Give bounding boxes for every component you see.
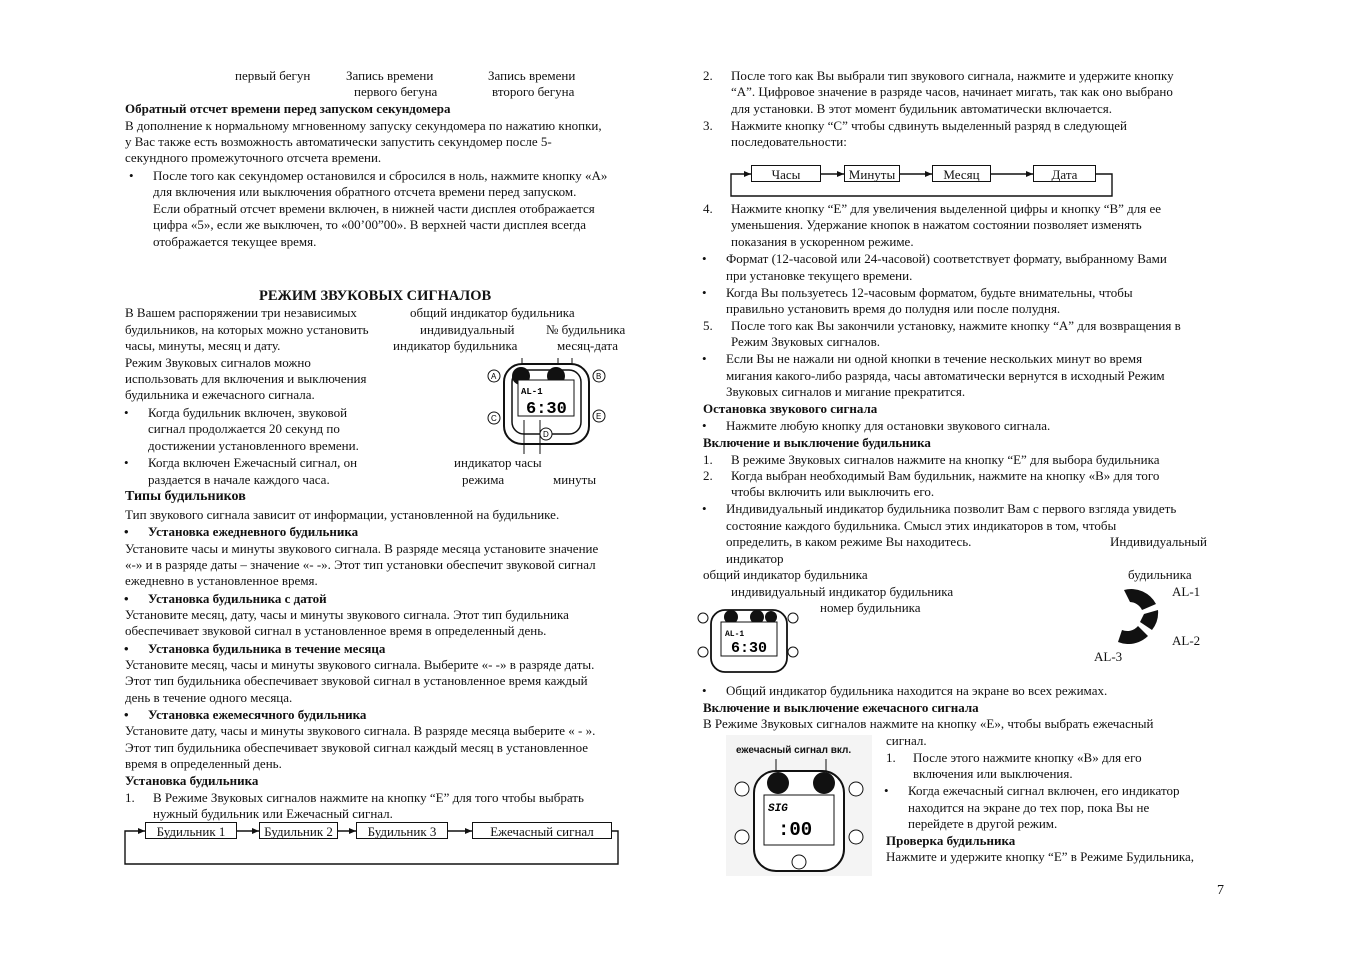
label-record2b: второго бегуна: [492, 84, 575, 99]
bullet-line: раздается в начале каждого часа.: [148, 472, 330, 487]
hourly-intro: В Режиме Звуковых сигналов нажмите на кнопку «Е», чтобы выбрать ежечасный: [703, 716, 1154, 731]
label-indicator-alarm: индикатор будильника: [393, 338, 518, 353]
flow-minutes: Минуты: [844, 165, 900, 182]
date-line: Установите месяц, дату, часы и минуты звукового сигнала. Этот тип будильника: [125, 607, 569, 622]
bullet-line: сигнал продолжается 20 секунд по: [148, 421, 340, 436]
setting-title: Установка будильника: [125, 773, 259, 788]
bullet-line: состояние каждого будильника. Смысл этих индикаторов в том, чтобы: [726, 518, 1117, 533]
label-common: общий индикатор будильника: [703, 567, 868, 582]
onoff-line: В режиме Звуковых сигналов нажмите на кнопку “E” для выбора будильника: [731, 452, 1160, 467]
label-alarm-number: номер будильника: [820, 600, 921, 615]
svg-text:A: A: [491, 372, 497, 381]
step-number: 3.: [703, 118, 713, 133]
flow-hourly-signal: Ежечасный сигнал: [472, 822, 612, 839]
bullet-line: правильно установить время до полудня или после полудня.: [726, 301, 1061, 316]
step-number: 2.: [703, 68, 713, 83]
step4-line: Нажмите кнопку “E” для увеличения выделенной цифры и кнопку “B” для ее: [731, 201, 1162, 216]
step4-line: показания в ускоренном режиме.: [731, 234, 914, 249]
hourly-step-line: включения или выключения.: [913, 766, 1073, 781]
step5-line: После того как Вы закончили установку, нажмите кнопку “A” для возвращения в: [731, 318, 1181, 333]
label-alarm-number: № будильника: [546, 322, 626, 337]
step2-line: После того как Вы выбрали тип звукового сигнала, нажмите и удержите кнопку: [731, 68, 1174, 83]
bullet-line: достижении установленного времени.: [148, 438, 359, 453]
bullet-hourly: • Когда включен Ежечасный сигнал, он: [148, 455, 357, 471]
setting-step-line: нужный будильник или Ежечасный сигнал.: [153, 806, 393, 821]
month-title: • Установка будильника в течение месяца: [148, 641, 385, 657]
intro-line: часы, минуты, месяц и дату.: [125, 338, 281, 353]
monthly-title: • Установка ежемесячного будильника: [148, 707, 366, 723]
daily-line: «-» и в разряде даты – значение «- -». Этот тип установки обеспечит звуковой сигнал: [125, 557, 596, 572]
setting-step-number: 1.: [125, 790, 135, 805]
check-title: Проверка будильника: [886, 833, 1016, 848]
intro-line: Режим Звуковых сигналов можно: [125, 355, 311, 370]
countdown-line: секундного промежуточного отсчета времени.: [125, 150, 382, 165]
step2-line: для установки. В этот момент будильник автоматически включается.: [731, 101, 1113, 116]
step-number: 1.: [703, 452, 713, 467]
step-number: 2.: [703, 468, 713, 483]
label-mode-indicator: индикатор часы: [454, 455, 542, 470]
daily-line: Установите часы и минуты звукового сигнала. В разряде месяца установите значение: [125, 541, 599, 556]
label-minutes: минуты: [553, 472, 597, 487]
hourly-title: Включение и выключение ежечасного сигнала: [703, 700, 979, 715]
stop-bullet: • Нажмите любую кнопку для остановки звукового сигнала.: [726, 418, 1050, 434]
label-al1: AL-1: [1172, 584, 1201, 599]
date-title: • Установка будильника с датой: [148, 591, 327, 607]
bullet-line: мигания какого-либо разряда, часы автоматически вернутся в исходный Режим: [726, 368, 1165, 383]
monthly-line: Установите дату, часы и минуты звукового сигнала. В разряде месяца выберите « - ».: [125, 723, 596, 738]
bullet-line: определить, в каком режиме Вы находитесь.: [726, 534, 972, 549]
label-mode: режима: [462, 472, 505, 487]
step3-line: последовательности:: [731, 134, 847, 149]
common-bullet: • Общий индикатор будильника находится на экране во всех режимах.: [726, 683, 1107, 699]
label-al3: AL-3: [1094, 649, 1123, 664]
watch-al-text: AL-1: [725, 630, 745, 639]
watch-zero-text: :00: [778, 819, 813, 841]
flow-alarm-3: Будильник 3: [356, 822, 448, 839]
monthly-line: время в определенный день.: [125, 756, 282, 771]
page-number: 7: [1217, 883, 1224, 898]
bullet-12h: • Когда Вы пользуетесь 12-часовым форматом, будьте внимательны, чтобы: [726, 285, 1133, 301]
label-individual: индивидуальный: [420, 322, 515, 337]
bullet-line: находится на экране до тех пор, пока Вы не: [908, 800, 1150, 815]
label-indicator: индикатор: [726, 551, 784, 566]
step-number: 4.: [703, 201, 713, 216]
bullet-format: • Формат (12-часовой или 24-часовой) соответствует формату, выбранному Вами: [726, 251, 1167, 267]
countdown-bullet: • После того как секундомер остановился и сбросился в ноль, нажмите кнопку «А»: [153, 168, 607, 184]
label-record1: Запись времени: [346, 68, 434, 83]
month-line: день в течение одного месяца.: [125, 690, 293, 705]
label-month-date: месяц-дата: [557, 338, 619, 353]
daily-title: • Установка ежедневного будильника: [148, 524, 358, 540]
check-text: Нажмите и удержите кнопку “E” в Режиме Будильника,: [886, 849, 1195, 864]
step-number: 5.: [703, 318, 713, 333]
bullet-line: Звуковых сигналов и мигание прекратится.: [726, 384, 966, 399]
indicator-bullet: • Индивидуальный индикатор будильника позволит Вам с первого взгляда увидеть: [726, 501, 1176, 517]
intro-line: использовать для включения и выключения: [125, 371, 367, 386]
onoff-line: Когда выбран необходимый Вам будильник, нажмите на кнопку «В» для того: [731, 468, 1160, 483]
watch-time-text: 6:30: [526, 400, 567, 419]
label-common-indicator: общий индикатор будильника: [410, 305, 575, 320]
intro-line: будильников, на которых можно установить: [125, 322, 369, 337]
countdown-bullet-line: цифра «5», если же выключен, то «00’00”00». В верхней части дисплея всегда: [153, 217, 587, 232]
bullet-no-action: • Если Вы не нажали ни одной кнопки в течение нескольких минут во время: [726, 351, 1142, 367]
label-record1b: первого бегуна: [354, 84, 438, 99]
onoff-line: чтобы включить или выключить его.: [731, 484, 935, 499]
label-of-alarm: будильника: [1128, 567, 1192, 582]
step4-line: уменьшения. Удержание кнопок в нажатом состоянии позволяет изменять: [731, 217, 1142, 232]
intro-line: В Вашем распоряжении три независимых: [125, 305, 357, 320]
watch-sig-text: SIG: [768, 803, 788, 815]
daily-line: ежедневно в установленное время.: [125, 573, 318, 588]
flow-hours: Часы: [751, 165, 821, 182]
types-title: Типы будильников: [125, 489, 246, 504]
bullet-line: при установке текущего времени.: [726, 268, 913, 283]
watch-indicator-icon: [697, 608, 800, 674]
countdown-line: В дополнение к нормальному мгновенному запуску секундомера по нажатию кнопки,: [125, 118, 602, 133]
label-individual-indicator: индивидуальный индикатор будильника: [731, 584, 954, 599]
svg-text:D: D: [543, 430, 549, 439]
stop-title: Остановка звукового сигнала: [703, 401, 878, 416]
watch-time-text: 6:30: [731, 640, 768, 657]
step-number: 1.: [886, 750, 896, 765]
date-line: обеспечивает звуковой сигнал в установленное время в определенный день.: [125, 623, 547, 638]
flow-alarm-1: Будильник 1: [145, 822, 237, 839]
hourly-watch-icon: [726, 759, 872, 876]
watch-al-text: AL-1: [521, 387, 543, 397]
step5-line: Режим Звуковых сигналов.: [731, 334, 881, 349]
onoff-title: Включение и выключение будильника: [703, 435, 931, 450]
hourly-image-caption: ежечасный сигнал вкл.: [736, 745, 852, 756]
hourly-watch-image: [726, 735, 872, 876]
countdown-line: у Вас также есть возможность автоматически запустить секундомер после 5-: [125, 134, 552, 149]
monthly-line: Этот тип будильника обеспечивает звуковой сигнал каждый месяц в установленное: [125, 740, 589, 755]
hourly-bullet: • Когда ежечасный сигнал включен, его индикатор: [908, 783, 1179, 799]
hourly-step-line: После этого нажмите кнопку «В» для его: [913, 750, 1142, 765]
flow-date: Дата: [1033, 165, 1096, 182]
countdown-bullet-line: Если обратный отсчет времени включен, в нижней части дисплея отображается: [153, 201, 595, 216]
countdown-bullet-line: отображается текущее время.: [153, 234, 317, 249]
month-line: Установите месяц, часы и минуты звукового сигнала. Выберите «- -» в разряде даты.: [125, 657, 595, 672]
label-al2: AL-2: [1172, 633, 1201, 648]
section-title: РЕЖИМ ЗВУКОВЫХ СИГНАЛОВ: [259, 288, 492, 304]
countdown-bullet-line: для включения или выключения обратного отсчета времени перед запуском.: [153, 184, 577, 199]
countdown-title: Обратный отсчет времени перед запуском секундомера: [125, 101, 451, 116]
month-line: Этот тип будильника обеспечивает звуковой сигнал в установленное время каждый: [125, 673, 588, 688]
svg-text:C: C: [491, 414, 497, 423]
bullet-line: перейдете в другой режим.: [908, 816, 1058, 831]
label-individual: Индивидуальный: [1110, 534, 1207, 549]
label-record2: Запись времени: [488, 68, 576, 83]
setting-step-line: В Режиме Звуковых сигналов нажмите на кнопку “E” для того чтобы выбрать: [153, 790, 584, 805]
bullet-alarm-on: • Когда будильник включен, звуковой: [148, 405, 347, 421]
hourly-intro: сигнал.: [886, 733, 927, 748]
alarm-segments-icon: [1112, 586, 1160, 644]
svg-text:B: B: [596, 372, 602, 381]
types-intro: Тип звукового сигнала зависит от информации, установленной на будильнике.: [125, 507, 560, 522]
intro-line: будильника и ежечасного сигнала.: [125, 387, 315, 402]
flow-alarm-2: Будильник 2: [259, 822, 338, 839]
label-first-runner: первый бегун: [235, 68, 311, 83]
svg-text:E: E: [596, 412, 602, 421]
step3-line: Нажмите кнопку “C” чтобы сдвинуть выделенный разряд в следующей: [731, 118, 1127, 133]
flow-month: Месяц: [932, 165, 991, 182]
step2-line: “A”. Цифровое значение в разряде часов, начинает мигать, так как оно выбрано: [731, 84, 1173, 99]
